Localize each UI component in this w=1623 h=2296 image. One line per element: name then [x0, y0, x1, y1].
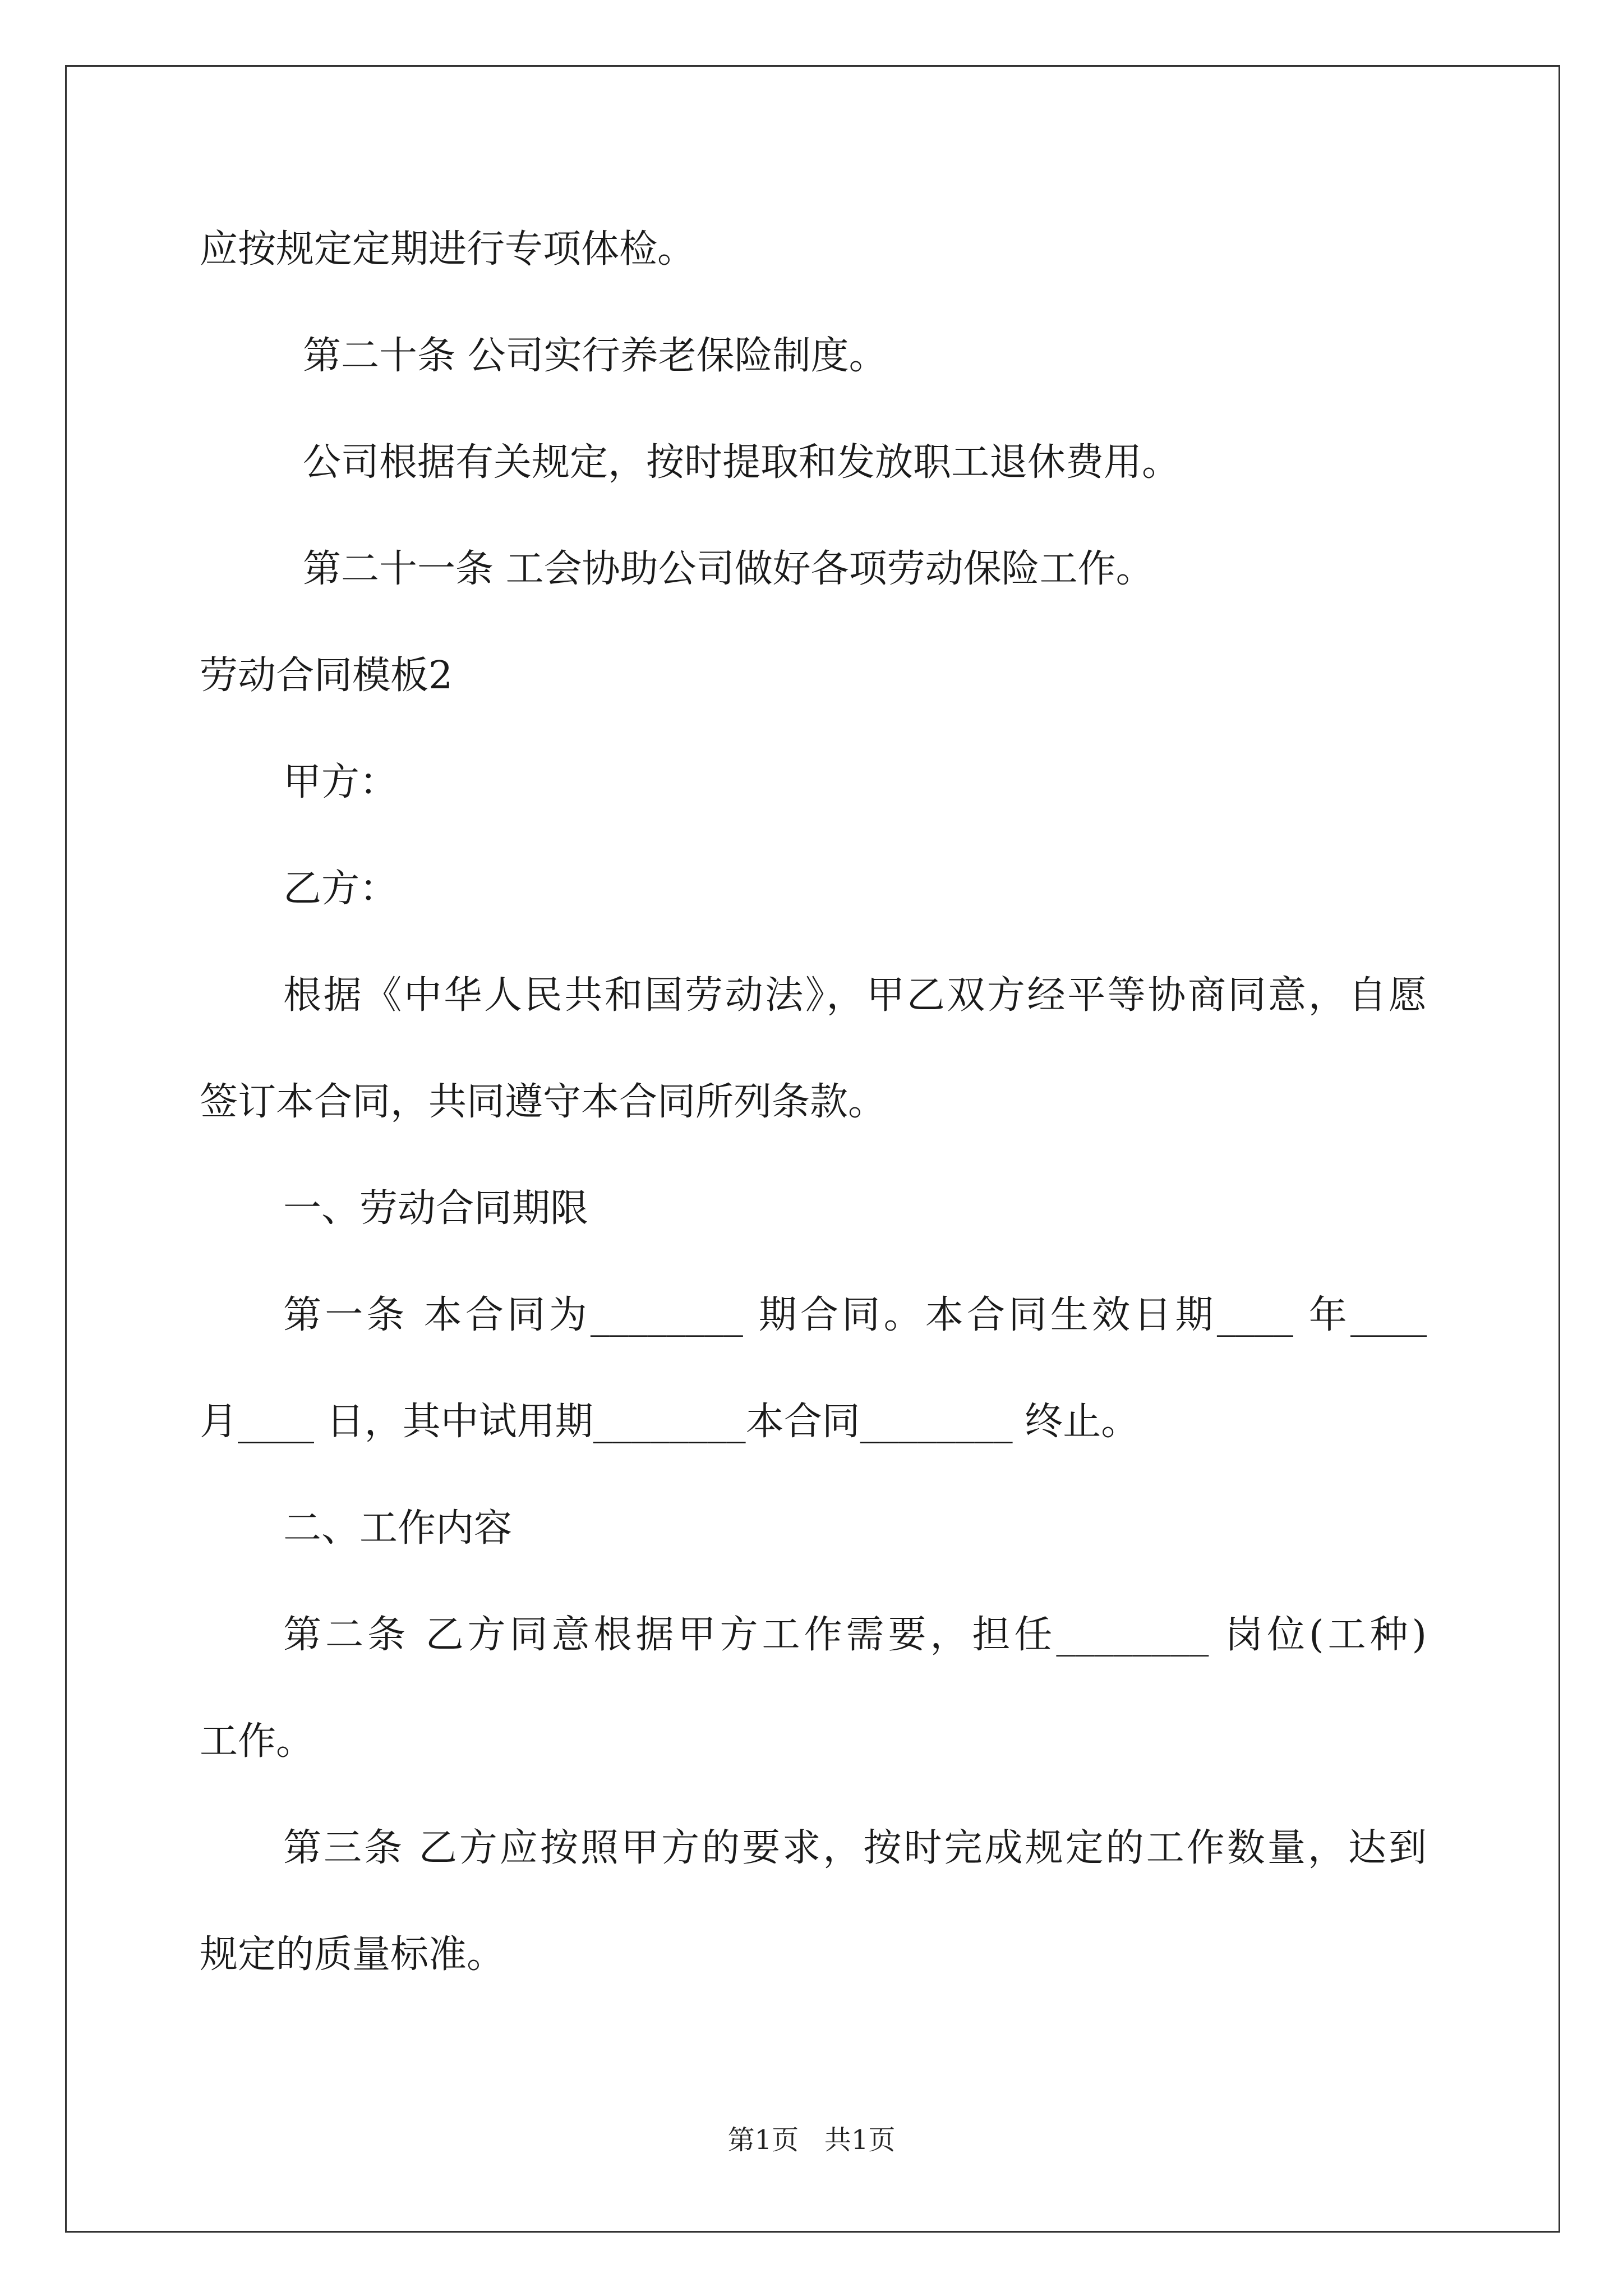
text-line-2: 第二十条 公司实行养老保险制度。	[303, 334, 887, 378]
text-line-14: 第二条 乙方同意根据甲方工作需要，担任________ 岗位(工种)	[283, 1613, 1427, 1657]
section-title: 劳动合同模板2	[200, 654, 453, 698]
text-line-11: 第一条 本合同为________ 期合同。本合同生效日期____ 年____	[283, 1293, 1427, 1337]
text-line-16: 第三条 乙方应按照甲方的要求，按时完成规定的工作数量，达到	[283, 1826, 1427, 1870]
text-line-8: 根据《中华人民共和国劳动法》，甲乙双方经平等协商同意，自愿	[283, 973, 1427, 1018]
text-line-9: 签订本合同，共同遵守本合同所列条款。	[200, 1080, 887, 1124]
party-b-label: 乙方：	[283, 867, 398, 911]
text-line-4: 第二十一条 工会协助公司做好各项劳动保险工作。	[303, 547, 1154, 591]
text-line-1: 应按规定定期进行专项体检。	[200, 227, 696, 272]
party-a-label: 甲方：	[283, 760, 398, 804]
text-line-15: 工作。	[200, 1719, 315, 1764]
text-line-17: 规定的质量标准。	[200, 1932, 505, 1977]
text-line-3: 公司根据有关规定，按时提取和发放职工退休费用。	[303, 440, 1181, 485]
page-border	[65, 65, 1560, 2233]
text-line-12: 月____ 日，其中试用期________本合同________ 终止。	[200, 1400, 1140, 1444]
heading-work-content: 二、工作内容	[283, 1506, 513, 1550]
heading-contract-term: 一、劳动合同期限	[283, 1186, 589, 1231]
page-number: 第1页 共1页	[727, 2124, 896, 2156]
